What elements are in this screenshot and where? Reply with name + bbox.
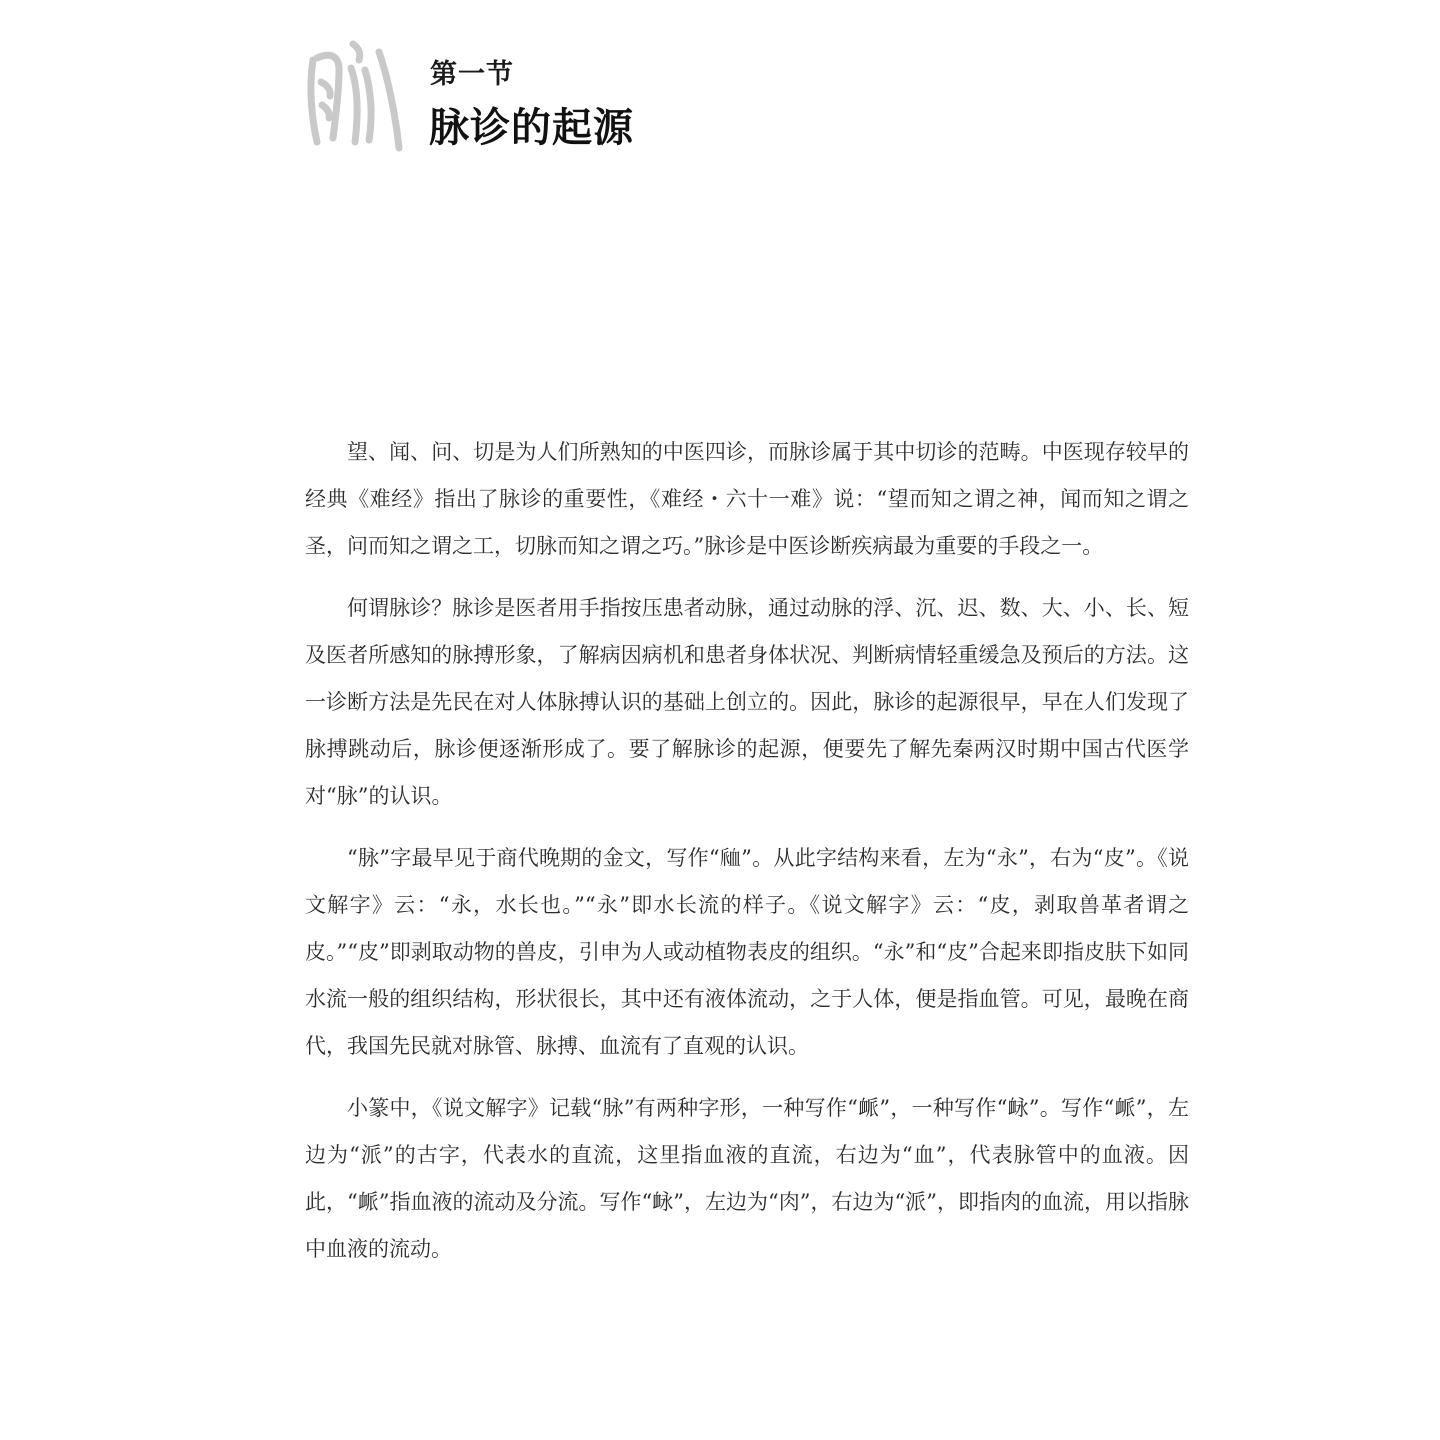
paragraph-2: 何谓脉诊？脉诊是医者用手指按压患者动脉，通过动脉的浮、沉、迟、数、大、小、长、短及医者所感知的脉搏形象，了解病因病机和患者身体状况、判断病情轻重缓急及预后的方法。这一诊断方法是先民在对人体脉搏认识的基础上创立的。因此，脉诊的起源很早，早在人们发现了脉搏跳动后，脉诊便逐渐形成了。要了解脉诊的起源，便要先了解先秦两汉时期中国古代医学对“脉”的认识。 [305,596,1189,808]
page-title: 脉诊的起源 [429,105,634,151]
paragraph-1: 望、闻、问、切是为人们所熟知的中医四诊，而脉诊属于其中切诊的范畴。中医现存较早的经典《难经》指出了脉诊的重要性，《难经・六十一难》说：“望而知之谓之神，闻而知之谓之圣，问而知之谓之工，切脉而知之谓之巧。”脉诊是中医诊断疾病最为重要的手段之一。 [305,440,1189,558]
body-text [305,429,1189,1289]
paragraph-4: 小篆中，《说文解字》记载“脉”有两种字形，一种写作“衇”，一种写作“䘑”。写作“衇”，左边为“派”的古字，代表水的直流，这里指血液的直流，右边为“血”，代表脉管中的血液。因此，“衇”指血液的流动及分流。写作“䘑”，左边为“肉”，右边为“派”，即指肉的血流，用以指脉中血液的流动。 [305,1096,1189,1261]
paragraph-3: “脉”字最早见于商代晚期的金文，写作“𧖴”。从此字结构来看，左为“永”，右为“皮”。《说文解字》云：“永，水长也。”“永”即水长流的样子。《说文解字》云：“皮，剥取兽革者谓之皮。”“皮”即剥取动物的兽皮，引申为人或动植物表皮的组织。“永”和“皮”合起来即指皮肤下如同水流一般的组织结构，形状很长，其中还有液体流动，之于人体，便是指血管。可见，最晚在商代，我国先民就对脉管、脉搏、血流有了直观的认识。 [305,846,1189,1058]
seal-script-mai-icon [303,30,403,155]
section-label: 第一节 [430,59,514,90]
